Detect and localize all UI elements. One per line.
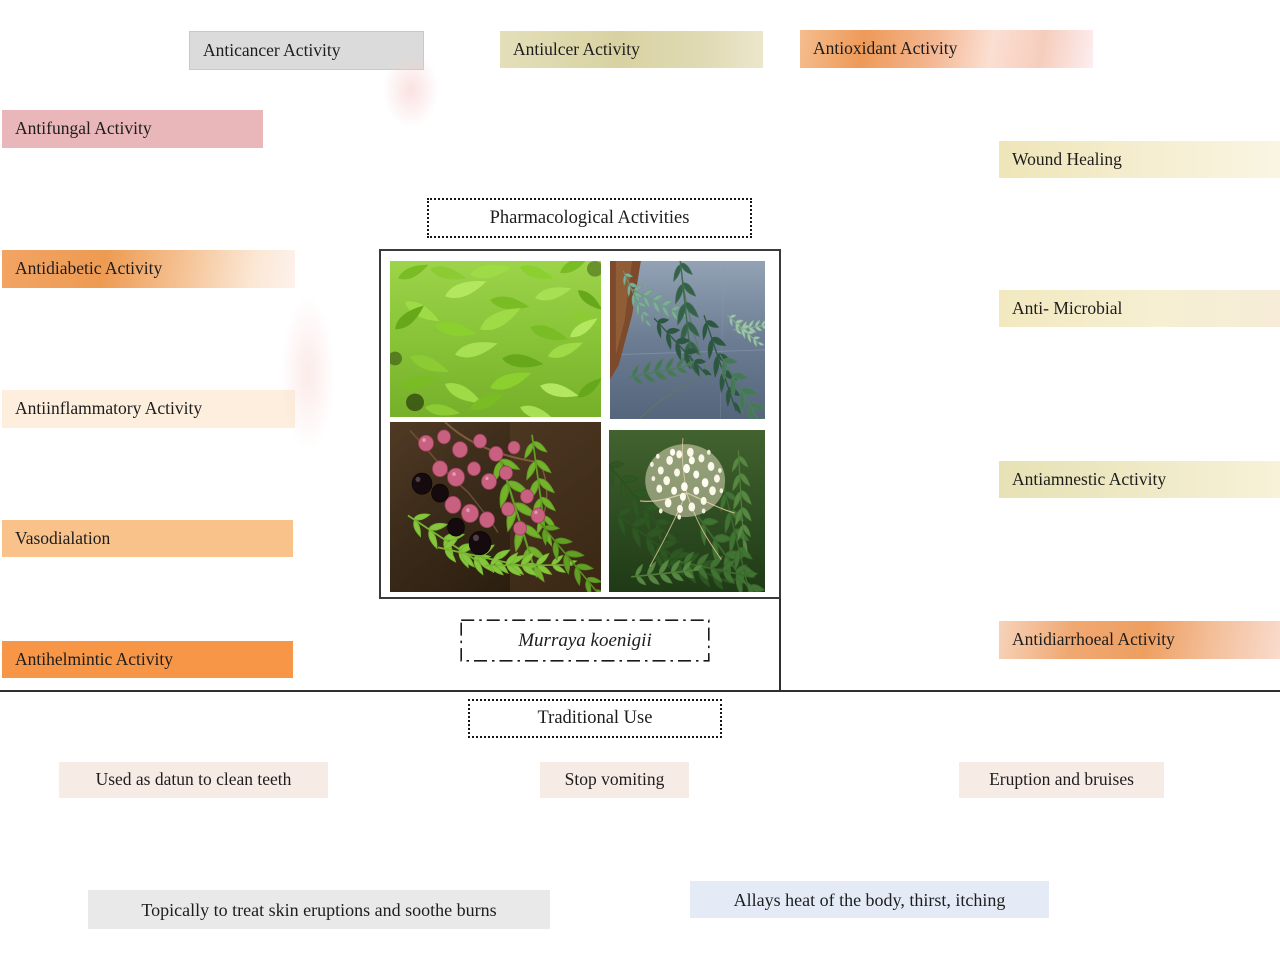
use-pill-eruption-bruises: Eruption and bruises [959,762,1164,798]
use-pill-topical-skin: Topically to treat skin eruptions and soothe burns [88,890,550,929]
photo-curry-tree-flowers [609,430,765,592]
photo-curry-leaf-plant [610,261,765,419]
activity-pill-antifungal: Antifungal Activity [2,110,263,148]
activity-pill-wound-healing: Wound Healing [999,141,1280,178]
activity-pill-anticancer: Anticancer Activity [189,31,424,70]
activity-pill-antidiarrhoeal: Antidiarrhoeal Activity [999,621,1280,659]
activity-pill-antiamnestic: Antiamnestic Activity [999,461,1280,498]
connector-vertical-line [779,599,781,691]
section-divider-line [0,690,1280,692]
species-name-label: Murraya koenigii [518,630,652,651]
use-pill-stop-vomiting: Stop vomiting [540,762,689,798]
activity-pill-antidiabetic: Antidiabetic Activity [2,250,295,288]
plant-photo-grid [379,249,781,599]
photo-curry-leaf-foliage [390,261,601,417]
dashdot-border [460,619,710,662]
use-pill-datun: Used as datun to clean teeth [59,762,328,798]
activity-pill-anti-microbial: Anti- Microbial [999,290,1280,327]
traditional-use-box: Traditional Use [468,699,722,738]
pharmacological-activities-box: Pharmacological Activities [427,198,752,238]
activity-pill-vasodialation: Vasodialation [2,520,293,557]
use-pill-allays-heat: Allays heat of the body, thirst, itching [690,881,1049,918]
photo-curry-tree-berries [390,422,601,592]
activity-pill-antihelmintic: Antihelmintic Activity [2,641,293,678]
activity-pill-antiinflammatory: Antiinflammatory Activity [2,390,295,428]
activity-pill-antiulcer: Antiulcer Activity [500,31,763,68]
activity-pill-antioxidant: Antioxidant Activity [800,30,1093,68]
species-name-box [460,619,710,662]
